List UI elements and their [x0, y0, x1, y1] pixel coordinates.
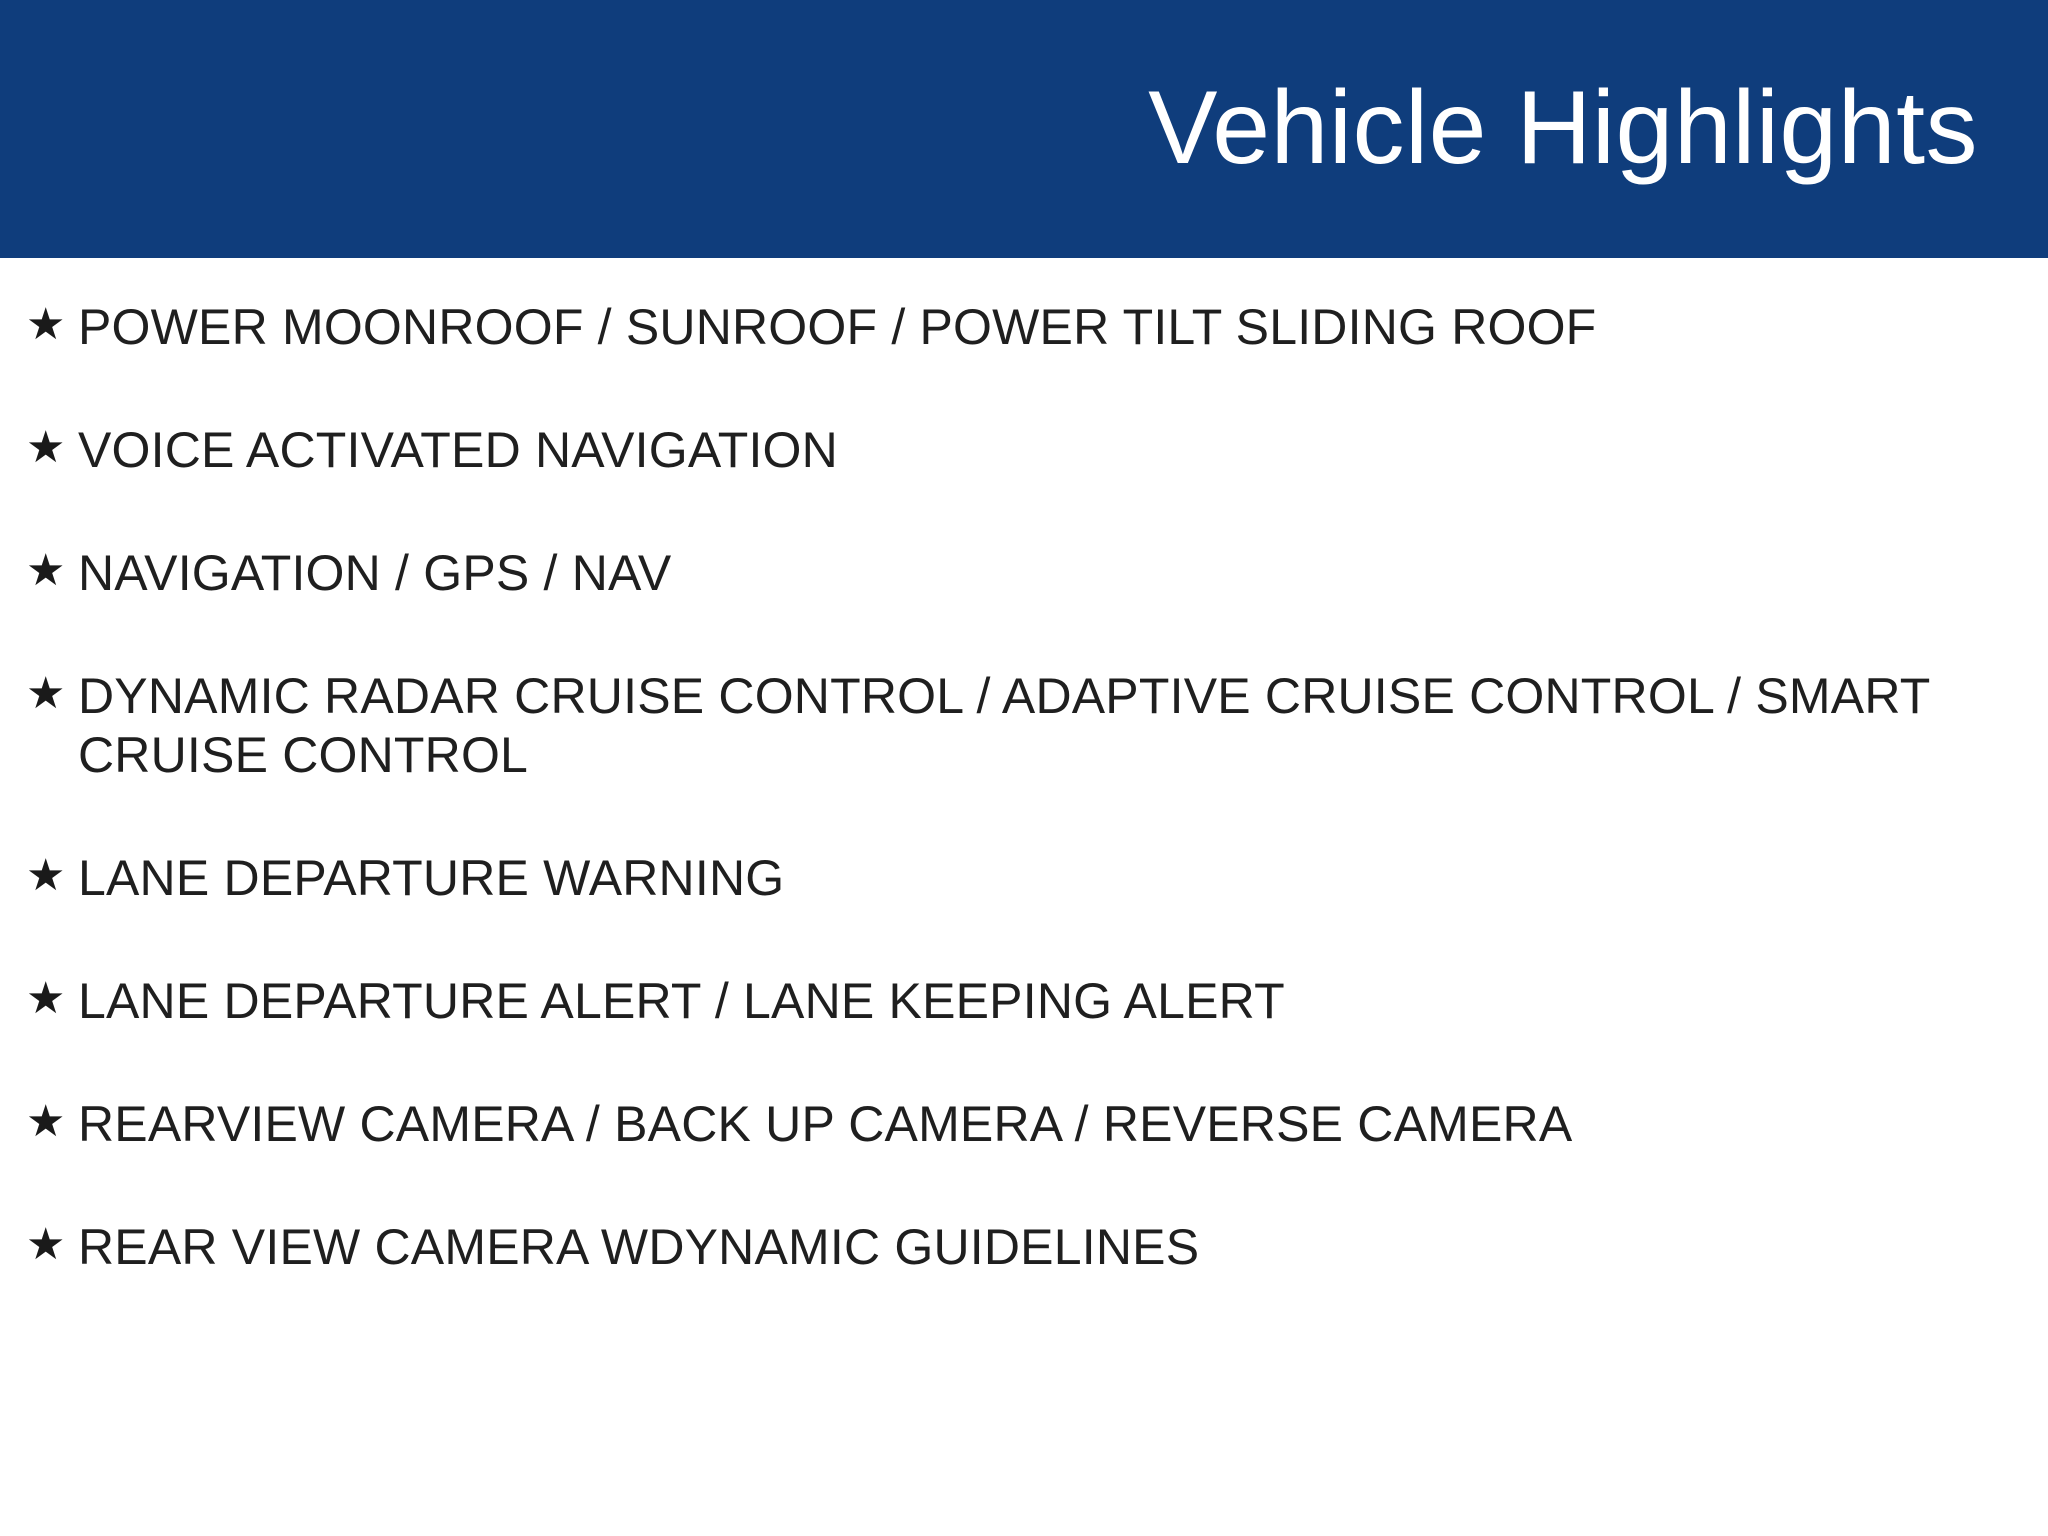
star-icon: ★ [26, 1220, 66, 1269]
star-icon: ★ [26, 423, 66, 472]
star-icon: ★ [26, 851, 66, 900]
list-item [0, 847, 2048, 908]
list-item [0, 665, 2048, 785]
feature-label: DYNAMIC RADAR CRUISE CONTROL / ADAPTIVE CRUISE CONTROL / SMART CRUISE CONTROL [78, 668, 1930, 783]
feature-label: REARVIEW CAMERA / BACK UP CAMERA / REVERSE CAMERA [78, 1096, 1573, 1152]
feature-label: REAR VIEW CAMERA WDYNAMIC GUIDELINES [78, 1219, 1200, 1275]
star-icon: ★ [26, 669, 66, 718]
feature-list [0, 296, 2048, 1277]
page-header [0, 0, 2048, 258]
list-item [0, 970, 2048, 1031]
feature-label: POWER MOONROOF / SUNROOF / POWER TILT SLIDING ROOF [78, 299, 1597, 355]
feature-label: LANE DEPARTURE ALERT / LANE KEEPING ALERT [78, 973, 1285, 1029]
feature-label: VOICE ACTIVATED NAVIGATION [78, 422, 838, 478]
star-icon: ★ [26, 974, 66, 1023]
page-title: Vehicle Highlights [1148, 70, 1978, 187]
feature-label: LANE DEPARTURE WARNING [78, 850, 785, 906]
list-item [0, 542, 2048, 603]
star-icon: ★ [26, 300, 66, 349]
list-item [0, 296, 2048, 357]
list-item [0, 1216, 2048, 1277]
star-icon: ★ [26, 546, 66, 595]
star-icon: ★ [26, 1097, 66, 1146]
list-item [0, 1093, 2048, 1154]
list-item [0, 419, 2048, 480]
feature-label: NAVIGATION / GPS / NAV [78, 545, 672, 601]
highlights-content [0, 258, 2048, 1339]
